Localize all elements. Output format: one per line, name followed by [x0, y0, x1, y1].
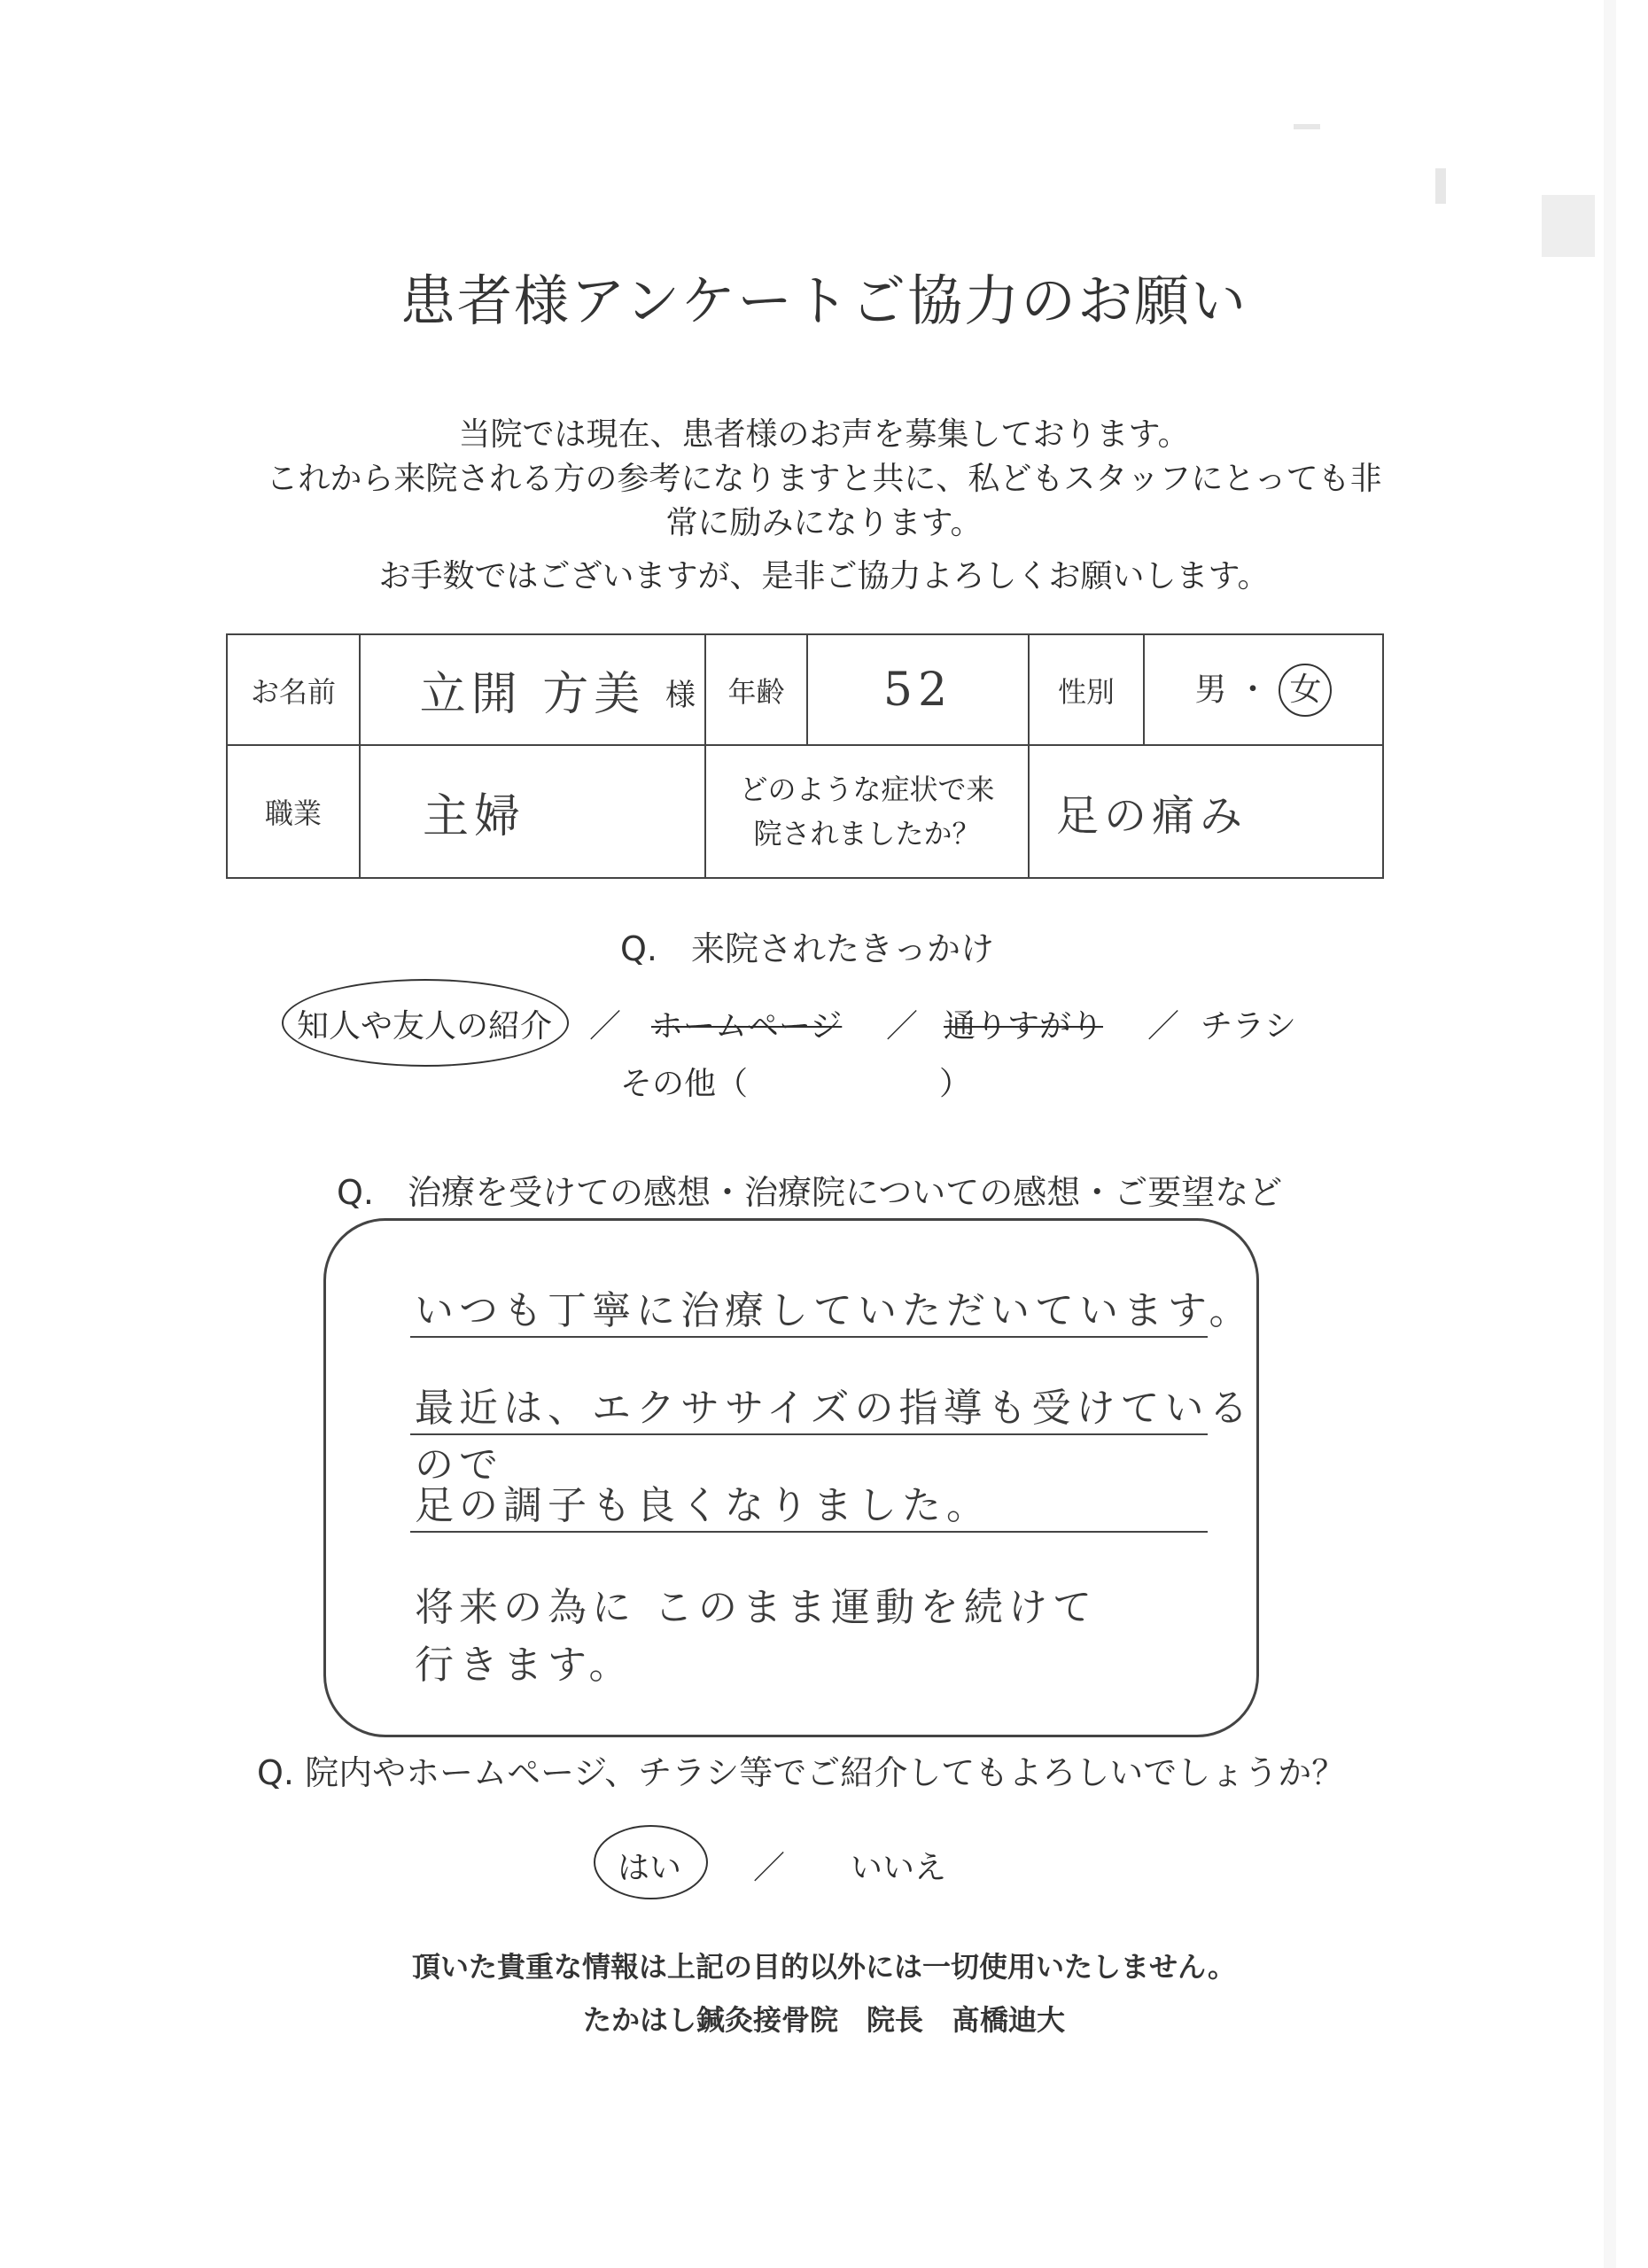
scan-artifact	[1294, 124, 1320, 129]
intro-line: これから来院される方の参考になりますと共に、私どもスタッフにとっても非	[266, 461, 1382, 497]
intro-line: 当院では現在、患者様のお声を募集しております。	[458, 416, 1190, 453]
page-title: 患者様アンケートご協力のお願い	[400, 268, 1248, 333]
q2-question: Q. 治療を受けての感想・治療院についての感想・ご要望など	[337, 1173, 1283, 1212]
q1-separator: ／	[589, 1008, 622, 1045]
comment-line-4: 将来の為に このまま運動を続けて	[415, 1585, 1097, 1630]
clinic-signature: たかはし鍼灸接骨院 院長 髙橋迪大	[582, 2003, 1065, 2037]
gender-male[interactable]: 男	[1194, 671, 1227, 708]
q1-option-flyer[interactable]: チラシ	[1201, 1008, 1297, 1045]
intro-line: お手数ではございますが、是非ご協力よろしくお願いします。	[378, 558, 1270, 594]
name-value: 立開 方美	[419, 668, 646, 721]
privacy-notice: 頂いた貴重な情報は上記の目的以外には一切使用いたしません。	[412, 1950, 1236, 1984]
ruled-line	[410, 1433, 1208, 1435]
ruled-line	[410, 1336, 1208, 1338]
q3-separator: ／	[753, 1850, 786, 1886]
symptom-label	[705, 745, 1029, 878]
scan-artifact	[1435, 168, 1446, 204]
q1-option-referral[interactable]: 知人や友人の紹介	[297, 1008, 553, 1045]
comment-line-1: いつも丁寧に治療していただいています。	[415, 1288, 1254, 1333]
symptom-label-line2: 院されましたか？	[753, 817, 981, 850]
intro-line: 常に励みになります。	[665, 505, 983, 541]
name-label: お名前	[227, 634, 360, 745]
comment-box[interactable]	[323, 1218, 1259, 1737]
age-label: 年齢	[705, 634, 807, 745]
q1-option-passing[interactable]: 通りすがり	[944, 1008, 1104, 1045]
q1-option-homepage[interactable]: ホームページ	[651, 1008, 843, 1045]
q3-no[interactable]: いいえ	[851, 1850, 947, 1886]
q1-other-label: その他（	[620, 1066, 749, 1102]
gender-female-selected[interactable]	[1279, 664, 1332, 717]
q1-other-close: ）	[939, 1066, 972, 1102]
q1-separator: ／	[1147, 1008, 1180, 1045]
gender-dot: ・	[1237, 671, 1270, 708]
age-field[interactable]: 52	[807, 634, 1029, 745]
name-field[interactable]	[360, 634, 705, 745]
comment-line-3: 足の調子も良くなりました。	[415, 1483, 991, 1528]
occupation-field[interactable]: 主婦	[360, 745, 705, 878]
patient-info-table	[226, 633, 1384, 879]
q3-yes[interactable]: はい	[618, 1850, 682, 1886]
ruled-line	[410, 1531, 1208, 1533]
scan-artifact	[1542, 195, 1595, 257]
gender-female: 女	[1289, 671, 1322, 708]
name-suffix: 様	[665, 678, 696, 713]
occupation-label: 職業	[227, 745, 360, 878]
q1-separator: ／	[886, 1008, 919, 1045]
gender-field[interactable]	[1144, 634, 1383, 745]
symptom-label-line1: どのような症状で来	[739, 773, 995, 806]
q1-other-field[interactable]	[762, 1059, 930, 1094]
symptom-field[interactable]: 足の痛み	[1029, 745, 1383, 878]
scan-artifact	[1604, 0, 1616, 2268]
q3-question: Q. 院内やホームページ、チラシ等でご紹介してもよろしいでしょうか？	[257, 1753, 1346, 1792]
gender-label: 性別	[1029, 634, 1144, 745]
comment-line-5: 行きます。	[415, 1643, 634, 1688]
comment-line-2: 最近は、エクササイズの指導も受けているので	[415, 1386, 1254, 1487]
q1-question: Q. 来院されたきっかけ	[620, 929, 994, 968]
